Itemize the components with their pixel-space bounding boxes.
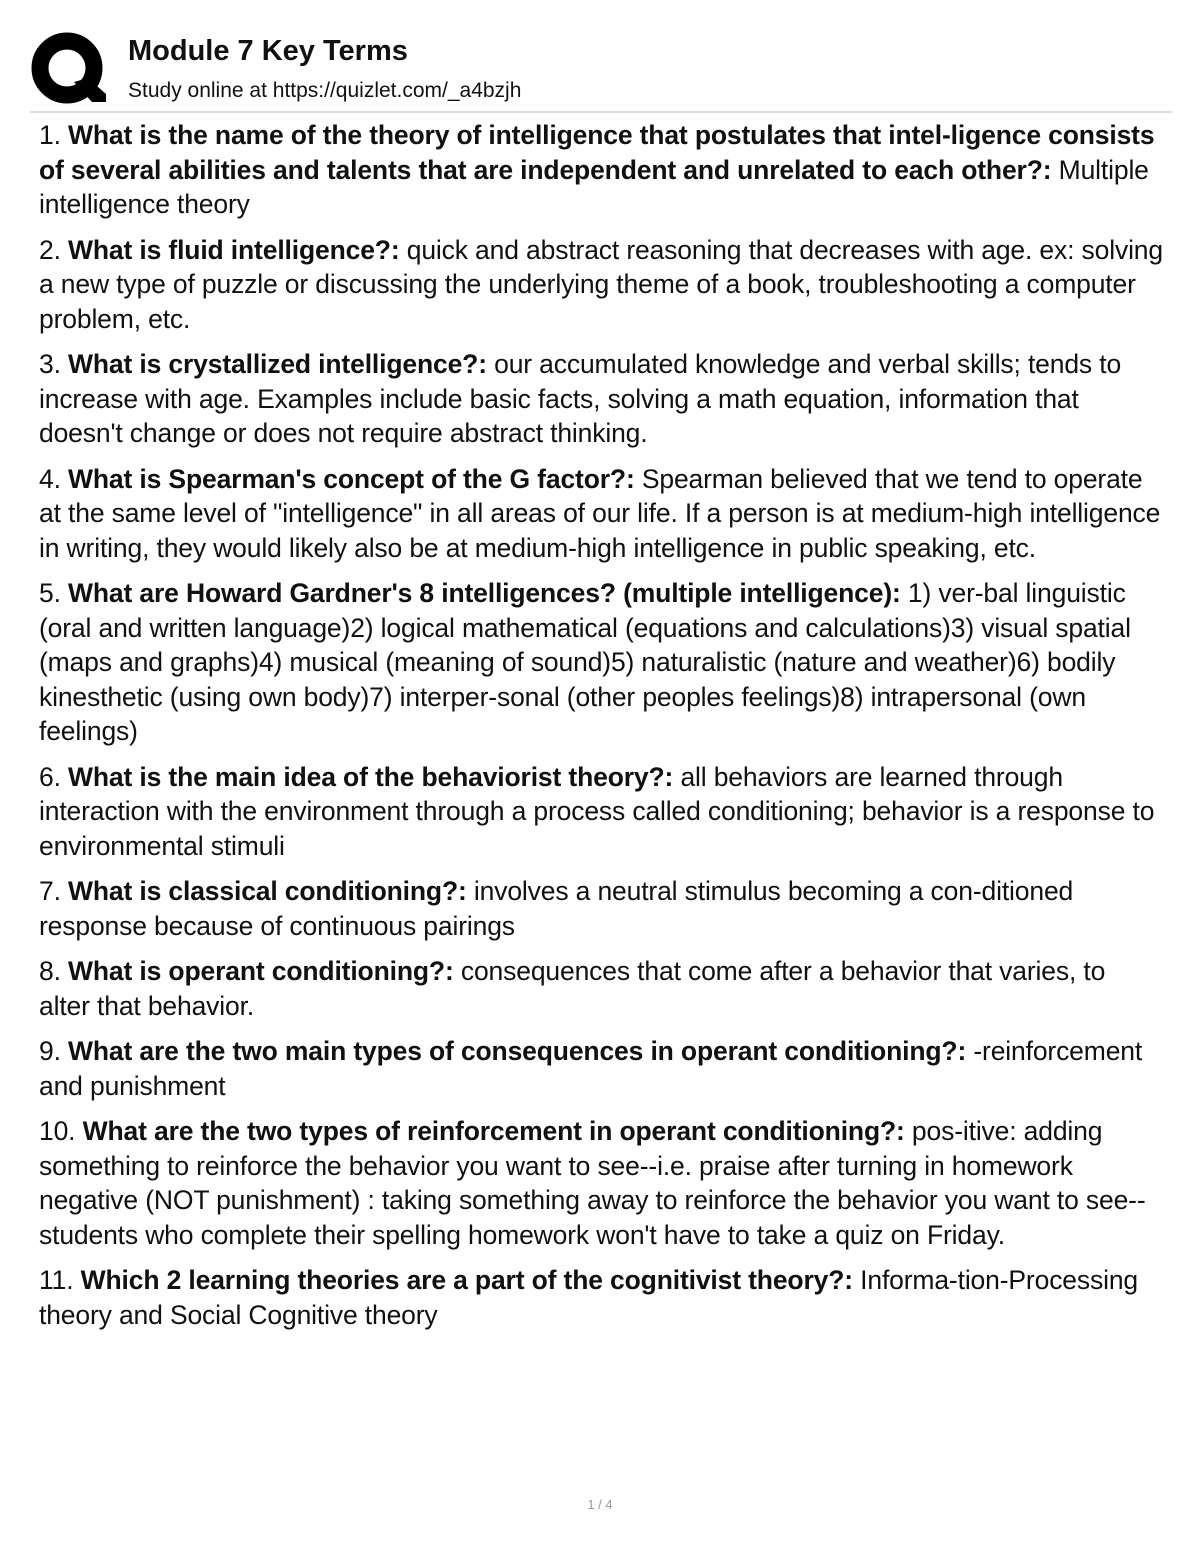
term-number: 7. <box>39 876 61 906</box>
term-number: 9. <box>39 1036 61 1066</box>
term-answer: quick and abstract reasoning that decreases with age. ex: solving a new type of puzzle or discussing the underlying theme of a book, troubleshooting a computer problem, etc. <box>39 234 1163 334</box>
term-question: What is Spearman's concept of the G factor?: <box>68 463 635 494</box>
page-number: 1 / 4 <box>587 1497 613 1512</box>
term-answer: consequences that come after a behavior that varies, to alter that behavior. <box>39 956 1106 1021</box>
term-number: 1. <box>39 120 61 150</box>
term-item <box>39 1263 1163 1332</box>
term-number: 11. <box>39 1265 74 1295</box>
key-terms-list <box>39 118 1163 1343</box>
term-number: 10. <box>39 1116 76 1146</box>
term-answer: all behaviors are learned through interaction with the environment through a process called conditioning; behavior is a response to environmental stimuli <box>39 761 1155 861</box>
term-item <box>39 347 1163 451</box>
term-answer: -reinforcement and punishment <box>39 1036 1143 1101</box>
term-question: What is operant conditioning?: <box>68 956 454 986</box>
term-question: What is crystallized intelligence?: <box>68 349 487 379</box>
term-number: 4. <box>39 463 61 494</box>
term-item <box>39 233 1163 337</box>
term-answer: our accumulated knowledge and verbal skills; tends to increase with age. Examples include basic facts, solving a math equation, information that doesn't change or does not require abstract thinking. <box>39 349 1122 448</box>
term-question: What are the two main types of consequences in operant conditioning?: <box>68 1036 967 1066</box>
term-answer: Informa-tion-Processing theory and Social Cognitive theory <box>39 1265 1138 1330</box>
term-question: What are Howard Gardner's 8 intelligences? (multiple intelligence): <box>68 578 901 608</box>
term-item <box>39 954 1163 1023</box>
study-online-link-text: Study online at https://quizlet.com/_a4bzjh <box>128 79 522 102</box>
term-item <box>39 118 1163 222</box>
term-number: 6. <box>39 761 61 792</box>
term-item <box>39 1114 1163 1252</box>
term-question: What are the two types of reinforcement in operant conditioning?: <box>82 1116 905 1146</box>
term-question: What is fluid intelligence?: <box>68 234 400 265</box>
term-question: What is classical conditioning?: <box>68 876 467 906</box>
document-title: Module 7 Key Terms <box>128 35 408 67</box>
term-item <box>39 576 1163 749</box>
term-question: What is the name of the theory of intelligence that postulates that intel-ligence consists of several abilities and talents that are independent and unrelated to each other?: <box>39 120 1155 185</box>
term-number: 2. <box>39 234 61 265</box>
term-item <box>39 874 1163 943</box>
term-number: 8. <box>39 956 61 986</box>
term-answer: Spearman believed that we tend to operate at the same level of "intelligence" in all areas of our life. If a person is at medium-high intelligence in writing, they would likely also be at medium-high intelligence in public speaking, etc. <box>39 463 1161 563</box>
term-item <box>39 1034 1163 1103</box>
term-item <box>39 462 1163 566</box>
term-number: 5. <box>39 578 61 608</box>
quizlet-logo-icon <box>30 32 106 108</box>
term-answer: involves a neutral stimulus becoming a con-ditioned response because of continuous pairings <box>39 876 1074 941</box>
header-divider <box>30 111 1172 113</box>
term-question: What is the main idea of the behaviorist theory?: <box>68 761 674 792</box>
term-answer: Multiple intelligence theory <box>39 154 1149 219</box>
term-answer: 1) ver-bal linguistic (oral and written language)2) logical mathematical (equations and calculations)3) visual spatial (maps and graphs)4) musical (meaning of sound)5) naturalistic (nature and weather)6) bodily kinesthetic (using own body)7) interper-sonal (other peoples feelings)8) intrapersonal (own feelings) <box>39 578 1131 746</box>
term-answer: pos-itive: adding something to reinforce the behavior you want to see--i.e. praise after turning in homework negative (NOT punishment) : taking something away to reinforce the behavior you want to see--students who complete their spelling homework won't have to take a quiz on Friday. <box>39 1116 1146 1250</box>
term-number: 3. <box>39 349 61 379</box>
document-header <box>30 28 1170 108</box>
term-item <box>39 760 1163 864</box>
term-question: Which 2 learning theories are a part of the cognitivist theory?: <box>80 1265 853 1295</box>
